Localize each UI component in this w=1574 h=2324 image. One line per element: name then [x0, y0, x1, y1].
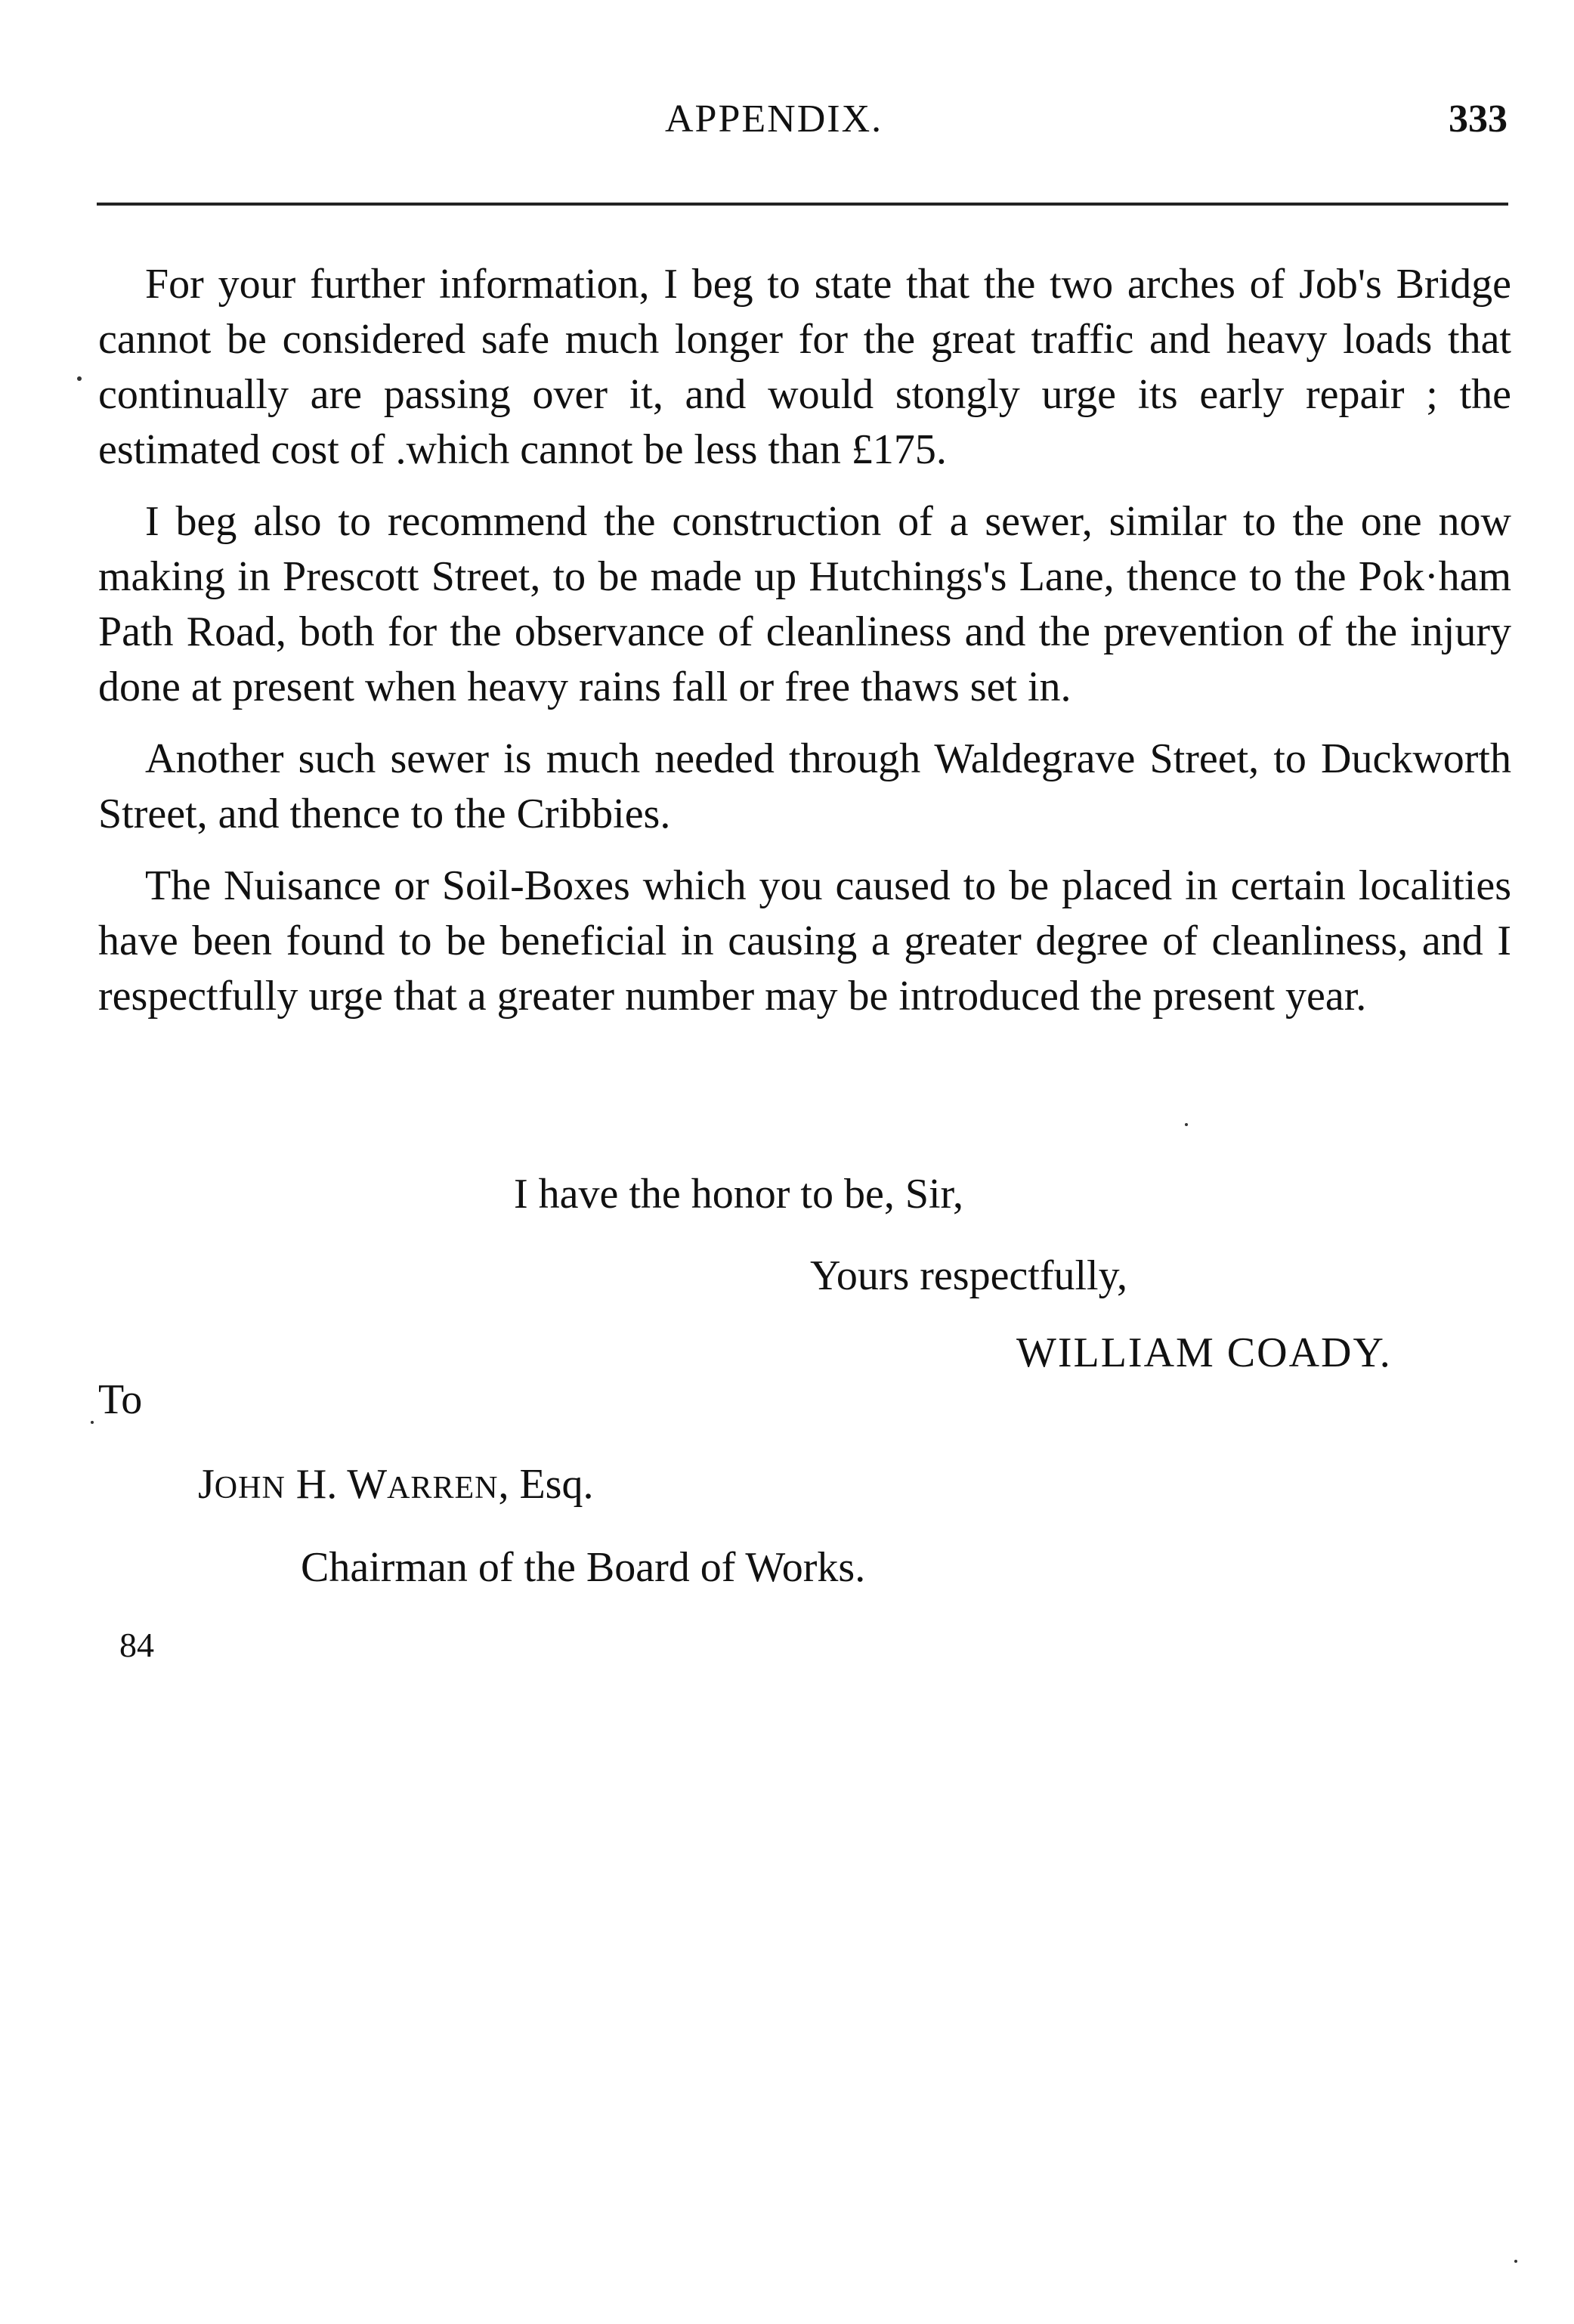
running-head: APPENDIX. — [665, 97, 883, 141]
addressee-first-initial: J — [198, 1461, 215, 1508]
addressee-name — [198, 1460, 593, 1509]
closing-respect-line: Yours respectfully, — [810, 1252, 1127, 1299]
address-to: To — [98, 1376, 143, 1423]
paragraph-soil-boxes: The Nuisance or Soil-Boxes which you caused to be placed in certain localities have been found to be beneficial in causing a greater degree of cleanliness, and I respectfully urge that a greater number may be introduced the present year. — [98, 862, 1511, 1020]
print-speck — [77, 376, 82, 381]
addressee-first-rest: OHN — [214, 1471, 286, 1505]
signature-name: WILLIAM COADY. — [1016, 1329, 1392, 1376]
addressee-title: Chairman of the Board of Works. — [301, 1544, 866, 1591]
addressee-last-initial: W — [347, 1461, 388, 1508]
closing-honor-line: I have the honor to be, Sir, — [514, 1171, 963, 1218]
print-speck — [1185, 1123, 1188, 1126]
letter-body — [98, 257, 1511, 1041]
page-number: 333 — [1449, 97, 1508, 141]
signature-mark: 84 — [119, 1626, 154, 1664]
header-rule — [97, 203, 1508, 206]
addressee-last-rest: ARREN — [387, 1471, 499, 1505]
paragraph-bridge: For your further information, I beg to state that the two arches of Job's Bridge cannot be considered safe much longer for the great traffic and heavy loads that continually are passing over it, and would stongly urge its early repair ; the estimated cost of .which cannot be less than £175. — [98, 261, 1511, 473]
addressee-suffix: , Esq. — [498, 1461, 594, 1508]
print-speck — [91, 1421, 94, 1424]
paragraph-second-sewer: Another such sewer is much needed through Waldegrave Street, to Duckworth Street, and thence to the Cribbies. — [98, 735, 1511, 837]
paragraph-sewer: I beg also to recommend the construction of a sewer, similar to the one now making in Prescott Street, to be made up Hutchings's Lane, thence to the Pok·ham Path Road, both for the observance of cleanliness and the prevention of the injury done at present when heavy rains fall or free thaws set in. — [98, 498, 1511, 710]
addressee-middle: H. — [285, 1461, 348, 1508]
print-speck — [1514, 2260, 1517, 2263]
